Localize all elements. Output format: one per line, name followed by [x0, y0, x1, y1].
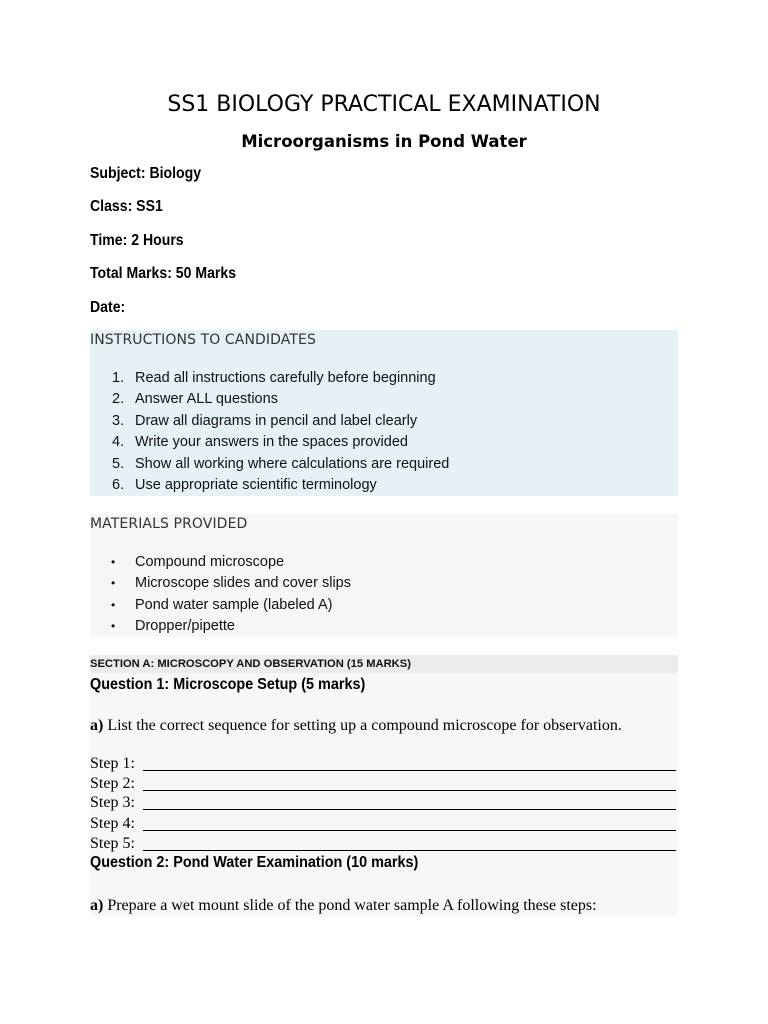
step-label: Step 3: [90, 794, 135, 811]
section-a-heading: SECTION A: MICROSCOPY AND OBSERVATION (15 MARKS) [90, 655, 678, 673]
materials-list [90, 552, 678, 638]
part-label: a) [90, 717, 104, 734]
material-item: • Dropper/pipette [111, 618, 235, 635]
step-label: Step 2: [90, 775, 135, 792]
meta-total-marks: Total Marks: 50 Marks [90, 265, 237, 282]
question-2a [90, 896, 597, 916]
question-1-title: Question 1: Microscope Setup (5 marks) [90, 676, 366, 693]
answer-line[interactable] [90, 774, 678, 794]
page-title: SS1 BIOLOGY PRACTICAL EXAMINATION [167, 92, 601, 117]
materials-heading: MATERIALS PROVIDED [90, 516, 248, 532]
meta-subject: Subject: Biology [90, 165, 202, 182]
questions-area [90, 673, 678, 916]
instructions-list [90, 368, 678, 496]
answer-line[interactable] [90, 814, 678, 834]
instruction-item: 6. Use appropriate scientific terminology [112, 476, 377, 493]
instruction-item: 3. Draw all diagrams in pencil and label clearly [112, 412, 418, 429]
instructions-heading: INSTRUCTIONS TO CANDIDATES [90, 332, 316, 348]
material-item: • Compound microscope [111, 554, 285, 570]
part-text: List the correct sequence for setting up a compound microscope for observation. [107, 717, 622, 734]
question-1a [90, 716, 622, 736]
meta-date: Date: [90, 299, 126, 316]
answer-line[interactable] [90, 793, 678, 813]
materials-box [90, 514, 678, 637]
page-subtitle: Microorganisms in Pond Water [241, 132, 527, 151]
instructions-box [90, 330, 678, 496]
material-item: • Microscope slides and cover slips [111, 575, 351, 592]
step-label: Step 4: [90, 815, 135, 832]
answer-line[interactable] [90, 754, 678, 774]
meta-class: Class: SS1 [90, 198, 163, 215]
question-2-title: Question 2: Pond Water Examination (10 marks) [90, 854, 419, 871]
part-label: a) [90, 897, 104, 914]
part-text: Prepare a wet mount slide of the pond water sample A following these steps: [107, 897, 597, 914]
step-label: Step 5: [90, 835, 135, 852]
material-item: • Pond water sample (labeled A) [111, 596, 333, 613]
instruction-item: 2. Answer ALL questions [112, 391, 278, 408]
instruction-item: 5. Show all working where calculations are required [112, 455, 450, 472]
step-label: Step 1: [90, 755, 135, 772]
instruction-item: 1. Read all instructions carefully before beginning [112, 370, 436, 386]
answer-line[interactable] [90, 834, 678, 854]
meta-time: Time: 2 Hours [90, 232, 184, 249]
instruction-item: 4. Write your answers in the spaces provided [112, 434, 408, 451]
